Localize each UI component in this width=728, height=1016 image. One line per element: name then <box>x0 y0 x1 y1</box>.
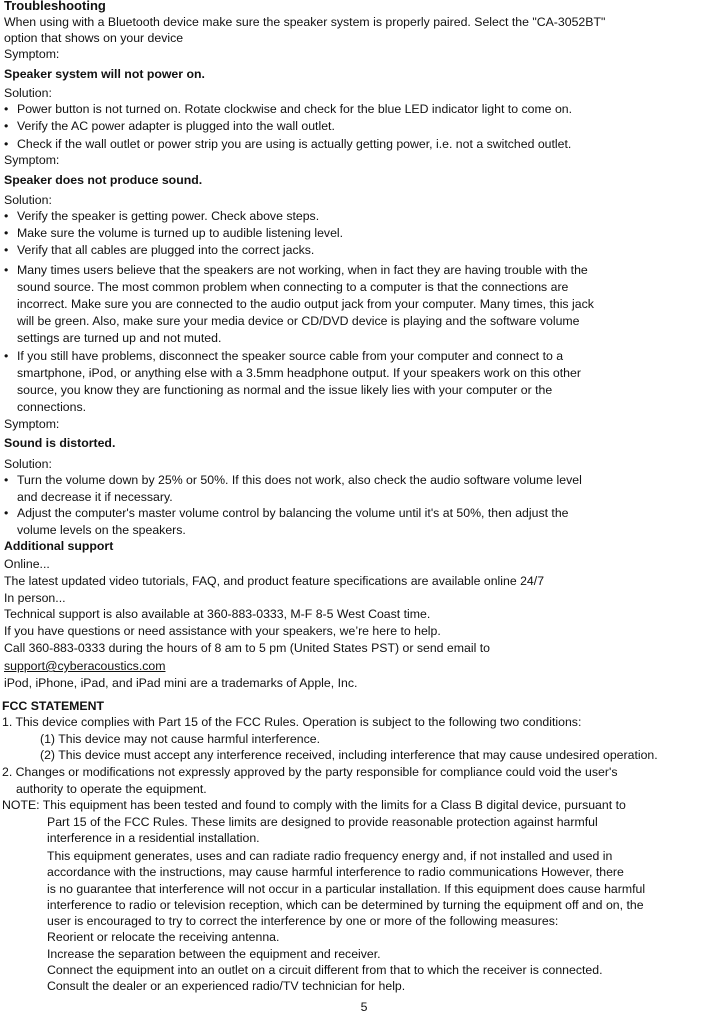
symptom-label: Symptom: <box>4 417 60 431</box>
bullet-item <box>4 118 335 135</box>
symptom-heading: Sound is distorted. <box>4 436 116 450</box>
bullet-marker: • <box>4 349 9 363</box>
support-in-person-label: In person... <box>4 591 66 605</box>
support-questions-text: If you have questions or need assistance with your speakers, we’re here to help. <box>4 624 441 638</box>
support-title: Additional support <box>4 539 114 553</box>
bullet-text: Verify that all cables are plugged into the correct jacks. <box>17 243 315 257</box>
symptom-label: Symptom: <box>4 153 60 167</box>
bullet-item <box>4 208 319 225</box>
bullet-marker: • <box>4 102 9 116</box>
bullet-text: If you still have problems, disconnect the speaker source cable from your computer and connect to a <box>17 349 564 363</box>
bullet-marker: • <box>4 226 9 240</box>
support-call-text: Call 360-883-0333 during the hours of 8 am to 5 pm (United States PST) or send email to <box>4 641 490 655</box>
bullet-text: Many times users believe that the speakers are not working, when in fact they are having trouble with the <box>17 263 588 277</box>
fcc-note: Part 15 of the FCC Rules. These limits are designed to provide reasonable protection against harmful <box>47 815 598 829</box>
support-tech-text: Technical support is also available at 360-883-0333, M-F 8-5 West Coast time. <box>4 607 431 621</box>
bullet-text: Turn the volume down by 25% or 50%. If this does not work, also check the audio software volume level <box>17 473 582 487</box>
fcc-text: accordance with the instructions, may cause harmful interference to radio communications However, there <box>47 865 624 879</box>
bullet-text: connections. <box>17 400 87 414</box>
bullet-text: sound source. The most common problem when connecting to a computer is that the connections are <box>17 280 569 294</box>
fcc-text: is no guarantee that interference will not occur in a particular installation. If this equipment does cause harmful <box>47 882 646 896</box>
troubleshooting-title: Troubleshooting <box>4 0 106 13</box>
page-number: 5 <box>360 1000 368 1014</box>
bullet-marker: • <box>4 243 9 257</box>
symptom-heading: Speaker system will not power on. <box>4 67 205 81</box>
bullet-marker: • <box>4 209 9 223</box>
bullet-text: Adjust the computer's master volume control by balancing the volume until it's at 50%, then adjust the <box>17 506 569 520</box>
fcc-text: interference to radio or television reception, which can be determined by turning the equipment off and on, the <box>47 898 644 912</box>
support-online-text: The latest updated video tutorials, FAQ, and product feature specifications are available online 24/7 <box>4 574 545 588</box>
bullet-text: source, you know they are functioning as normal and the issue likely lies with your computer or the <box>17 383 553 397</box>
bullet-item <box>4 136 571 153</box>
solution-label: Solution: <box>4 193 52 207</box>
bullet-item <box>4 262 588 279</box>
fcc-note: NOTE: This equipment has been tested and found to comply with the limits for a Class B digital device, pursuant to <box>2 798 626 812</box>
bullet-text: smartphone, iPod, or anything else with a 3.5mm headphone output. If your speakers work on this other <box>17 366 581 380</box>
fcc-condition: (1) This device may not cause harmful interference. <box>40 732 320 746</box>
bullet-text: Check if the wall outlet or power strip you are using is actually getting power, i.e. not a switched outlet. <box>17 137 572 151</box>
bullet-item <box>4 242 314 259</box>
bullet-marker: • <box>4 119 9 133</box>
fcc-note: interference in a residential installation. <box>47 831 260 845</box>
solution-label: Solution: <box>4 457 52 471</box>
fcc-title: FCC STATEMENT <box>2 699 105 713</box>
support-email-link[interactable]: support@cyberacoustics.com <box>4 659 166 673</box>
fcc-measure: Increase the separation between the equipment and receiver. <box>47 947 381 961</box>
support-online-label: Online... <box>4 557 50 571</box>
fcc-paragraph: authority to operate the equipment. <box>16 782 207 796</box>
fcc-measure: Consult the dealer or an experienced radio/TV technician for help. <box>47 979 406 993</box>
bullet-marker: • <box>4 506 9 520</box>
intro-text: option that shows on your device <box>4 31 184 45</box>
fcc-text: user is encouraged to try to correct the interference by one or more of the following measures: <box>47 914 559 928</box>
bullet-text: Power button is not turned on. Rotate clockwise and check for the blue LED indicator light to come on. <box>17 102 573 116</box>
bullet-marker: • <box>4 137 9 151</box>
bullet-item <box>4 505 569 522</box>
bullet-text: Make sure the volume is turned up to audible listening level. <box>17 226 344 240</box>
symptom-label: Symptom: <box>4 47 60 61</box>
bullet-text: Verify the speaker is getting power. Check above steps. <box>17 209 320 223</box>
fcc-paragraph: 1. This device complies with Part 15 of the FCC Rules. Operation is subject to the following two conditions: <box>2 715 582 729</box>
fcc-condition: (2) This device must accept any interference received, including interference that may cause undesired operation. <box>40 748 658 762</box>
bullet-item <box>4 101 572 118</box>
bullet-item <box>4 348 563 365</box>
bullet-text: Verify the AC power adapter is plugged into the wall outlet. <box>17 119 335 133</box>
bullet-marker: • <box>4 473 9 487</box>
bullet-text: and decrease it if necessary. <box>17 490 173 504</box>
bullet-text: volume levels on the speakers. <box>17 523 186 537</box>
bullet-item <box>4 472 582 489</box>
fcc-measure: Connect the equipment into an outlet on a circuit different from that to which the receiver is connected. <box>47 963 603 977</box>
bullet-text: settings are turned up and not muted. <box>17 331 222 345</box>
intro-text: When using with a Bluetooth device make sure the speaker system is properly paired. Select the "CA-3052BT" <box>4 15 606 29</box>
fcc-measure: Reorient or relocate the receiving antenna. <box>47 930 280 944</box>
bullet-text: will be green. Also, make sure your media device or CD/DVD device is playing and the software volume <box>17 314 580 328</box>
bullet-item <box>4 225 343 242</box>
fcc-text: This equipment generates, uses and can radiate radio frequency energy and, if not installed and used in <box>47 849 613 863</box>
bullet-marker: • <box>4 263 9 277</box>
fcc-paragraph: 2. Changes or modifications not expressly approved by the party responsible for compliance could void the user's <box>2 765 618 779</box>
symptom-heading: Speaker does not produce sound. <box>4 173 203 187</box>
solution-label: Solution: <box>4 86 52 100</box>
trademark-text: iPod, iPhone, iPad, and iPad mini are a trademarks of Apple, Inc. <box>4 676 358 690</box>
bullet-text: incorrect. Make sure you are connected to the audio output jack from your computer. Many times, this jack <box>17 297 594 311</box>
